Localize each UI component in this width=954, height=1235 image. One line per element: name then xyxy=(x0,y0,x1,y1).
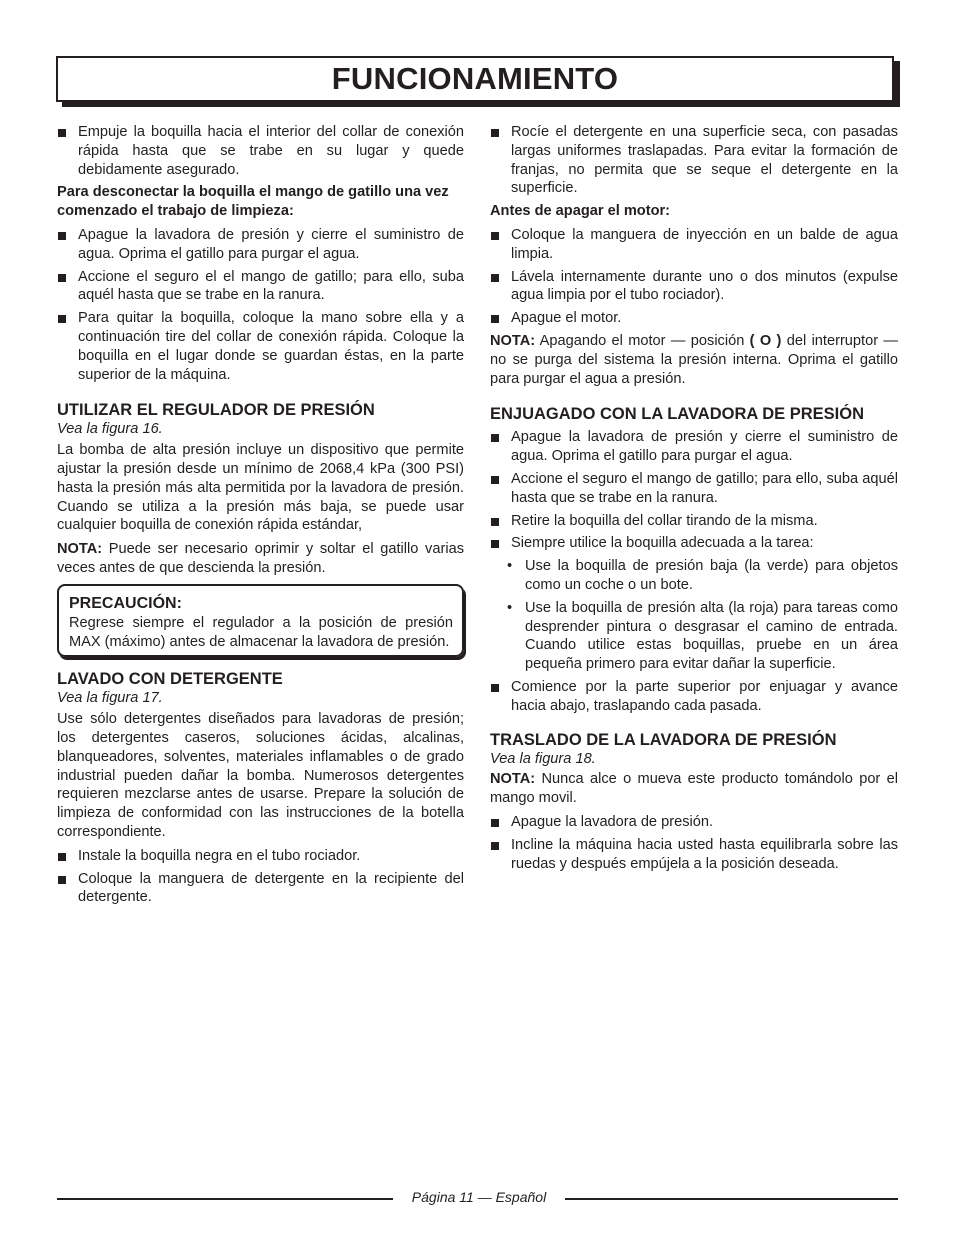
note-paragraph xyxy=(57,540,464,578)
list-item: Empuje la boquilla hacia el interior del collar de conexión rápida hasta que se trabe en su lugar y quede debidamente asegurado. xyxy=(57,123,464,179)
list-item: Siempre utilice la boquilla adecuada a la tarea: xyxy=(490,534,898,553)
disconnect-heading: Para desconectar la boquilla el mango de gatillo una vez comenzado el trabajo de limpieza: xyxy=(57,184,449,220)
list-item: Apague el motor. xyxy=(490,309,898,328)
section-heading: TRASLADO DE LA LAVADORA DE PRESIÓN xyxy=(490,730,837,749)
footer-rule-right xyxy=(565,1198,898,1200)
list-item: Lávela internamente durante uno o dos minutos (expulse agua limpia por el tubo rociador). xyxy=(490,268,898,306)
disconnect-list xyxy=(57,226,464,384)
page-footer: Página 11 — Español xyxy=(411,1189,547,1205)
list-item: Coloque la manguera de inyección en un balde de agua limpia. xyxy=(490,226,898,264)
paragraph: La bomba de alta presión incluye un dispositivo que permite ajustar la presión desde un mínimo de 2068,4 kPa (300 PSI) hasta la presión más alta permitida por la lavadora de presión. Cuando se utiliza a la presión más baja, se puede usar cualquier boquilla de conexión rápida estándar, xyxy=(57,442,464,534)
section-heading: LAVADO CON DETERGENTE xyxy=(57,670,283,689)
switch-position: ( O ) xyxy=(749,332,782,349)
nozzle-install-list xyxy=(57,123,464,179)
transport-list xyxy=(490,813,898,873)
note-text: Puede ser necesario oprimir y soltar el gatillo varias veces antes de que descienda la presión. xyxy=(57,541,464,576)
list-item: Para quitar la boquilla, coloque la mano sobre ella y a continuación tire del collar de conexión rápida. Coloque la boquilla en el lugar donde se guardan éstas, en la parte superior de la máquina. xyxy=(57,309,464,384)
section-heading: ENJUAGADO CON LA LAVADORA DE PRESIÓN xyxy=(490,405,865,424)
footer-rule-left xyxy=(57,1198,393,1200)
before-off-list xyxy=(490,226,898,328)
rinse-list xyxy=(490,428,898,553)
rinse-list-end xyxy=(490,678,898,716)
nozzle-sublist xyxy=(490,557,898,674)
list-item: Coloque la manguera de detergente en la recipiente del detergente. xyxy=(57,870,464,908)
list-item: Apague la lavadora de presión y cierre el suministro de agua. Oprima el gatillo para purgar el agua. xyxy=(57,226,464,264)
page-title: FUNCIONAMIENTO xyxy=(331,61,619,96)
note-text: Apagando el motor — posición xyxy=(535,332,750,349)
list-item: Apague la lavadora de presión. xyxy=(490,813,898,832)
page-title-box xyxy=(56,56,894,102)
note-label: NOTA: xyxy=(490,332,536,349)
figure-ref: Vea la figura 18. xyxy=(490,750,596,767)
left-column xyxy=(57,123,464,911)
list-item: Rocíe el detergente en una superficie seca, con pasadas largas uniformes traslapadas. Para evitar la formación de franjas, no permita que se seque el detergente en la superficie. xyxy=(490,123,898,198)
note-label: NOTA: xyxy=(57,541,103,558)
list-item: Accione el seguro el mango de gatillo; para ello, suba aquél hasta que se trabe en la ranura. xyxy=(490,470,898,508)
note-label: NOTA: xyxy=(490,771,536,788)
right-column xyxy=(490,123,898,877)
list-item: Accione el seguro el el mango de gatillo; para ello, suba aquél hasta que se trabe en la ranura. xyxy=(57,268,464,306)
transport-section xyxy=(490,730,898,874)
caution-text: Regrese siempre el regulador a la posición de presión MAX (máximo) antes de almacenar la lavadora de presión. xyxy=(69,614,453,650)
note-text: del interruptor — no se purga del sistema la presión interna. Oprima el gatillo para purgar el agua a presión. xyxy=(490,332,899,387)
figure-ref: Vea la figura 16. xyxy=(57,421,163,438)
before-off-heading: Antes de apagar el motor: xyxy=(490,203,671,220)
caution-box xyxy=(57,584,464,658)
figure-ref: Vea la figura 17. xyxy=(57,690,163,707)
note-text: Nunca alce o mueva este producto tomándolo por el mango movil. xyxy=(490,771,898,807)
caution-heading: PRECAUCIÓN: xyxy=(69,594,182,612)
note-paragraph xyxy=(490,332,898,388)
regulator-section xyxy=(57,400,464,577)
sublist-item: • Use la boquilla de presión baja (la verde) para objetos como un coche o un bote. xyxy=(504,557,898,595)
detergent-section xyxy=(57,669,464,907)
list-item: Apague la lavadora de presión y cierre el suministro de agua. Oprima el gatillo para purgar el agua. xyxy=(490,428,898,466)
section-heading: UTILIZAR EL REGULADOR DE PRESIÓN xyxy=(57,401,375,420)
paragraph: Use sólo detergentes diseñados para lavadoras de presión; los detergentes caseros, soluciones ácidas, alcalinas, blanqueadores, solventes, materiales inflamables o de grado industrial pueden dañar la bomba. Numerosos detergentes requieren mezclarse antes de usarse. Prepare la solución de limpieza de conformidad con las instrucciones de la botella correspondiente. xyxy=(57,711,464,840)
spray-list xyxy=(490,123,898,198)
note-paragraph xyxy=(490,770,898,808)
list-item: Comience por la parte superior por enjuagar y avance hacia abajo, traslapando cada pasada. xyxy=(490,678,898,716)
rinse-section xyxy=(490,404,898,715)
list-item: Instale la boquilla negra en el tubo rociador. xyxy=(57,847,464,866)
detergent-list xyxy=(57,847,464,907)
sublist-item: • Use la boquilla de presión alta (la roja) para tareas como desprender pintura o desgrasar el camino de entrada. Cuando utilice estas boquillas, pruebe en un área pequeña primero para evitar dañar la superficie. xyxy=(504,599,898,674)
list-item: Retire la boquilla del collar tirando de la misma. xyxy=(490,512,898,531)
list-item: Incline la máquina hacia usted hasta equilibrarla sobre las ruedas y después empújela a la posición deseada. xyxy=(490,836,898,874)
